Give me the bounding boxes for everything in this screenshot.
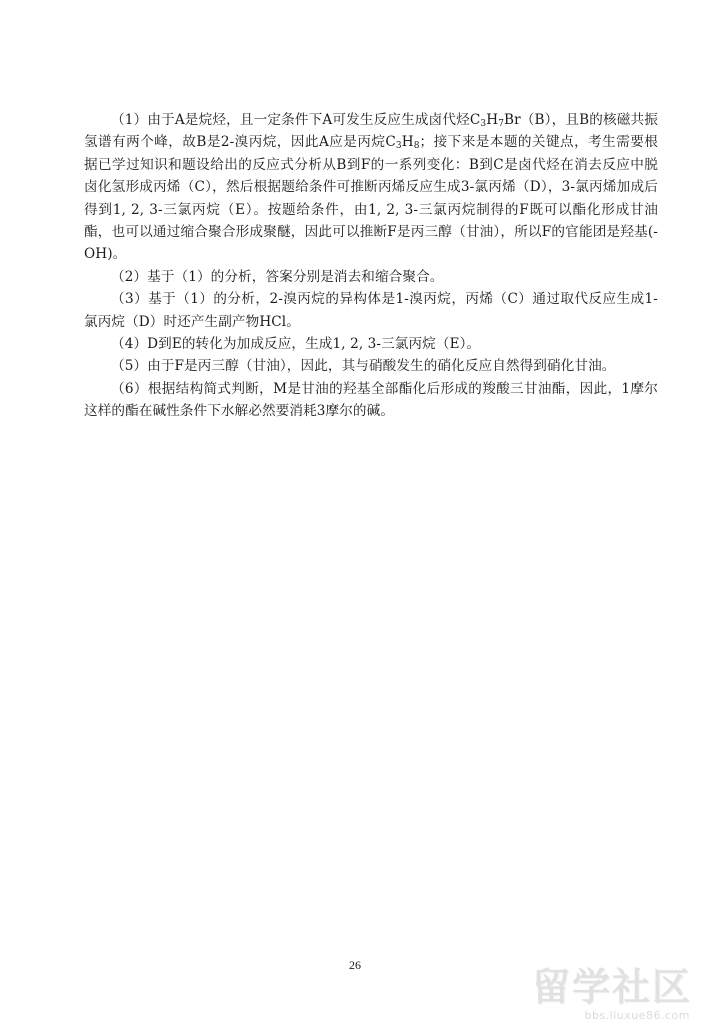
answer-paragraph bbox=[84, 378, 658, 423]
page-number: 26 bbox=[349, 958, 361, 972]
text-run: H bbox=[486, 112, 499, 128]
text-run: ；接下来是本题的关键点，考生需要根据已学过知识和题设给出的反应式分析从B到F的一系列变化：B到C是卤代烃在消去反应中脱卤化氢形成丙烯（C），然后根据题给条件可推断丙烯反应生成3-氯丙烯（D），3-氯丙烯加成后得到1, 2, 3-三氯丙烷（E）。按题给条件，由1, 2, 3-三氯丙烷制得的F既可以酯化形成甘油酯，也可以通过缩合聚合形成聚醚，因此可以推断F是丙三醇（甘油），所以F的官能团是羟基(-OH)。 bbox=[84, 134, 658, 263]
text-run: （6）根据结构简式判断，M是甘油的羟基全部酯化后形成的羧酸三甘油酯，因此，1摩尔这样的酯在碱性条件下水解必然要消耗3摩尔的碱。 bbox=[84, 380, 658, 420]
text-run: Br（B），且B的核磁共振氢谱有两个峰，故B是2-溴丙烷，因此A应是丙烷C bbox=[84, 112, 658, 151]
watermark-url: bbs.liuxue86.com bbox=[584, 1009, 690, 1022]
subscript: 8 bbox=[413, 141, 420, 152]
answer-paragraph bbox=[84, 288, 658, 333]
subscript: 3 bbox=[395, 141, 402, 152]
answer-paragraph bbox=[84, 266, 658, 288]
text-run: （4）D到E的转化为加成反应，生成1, 2, 3-三氯丙烷（E）。 bbox=[111, 336, 481, 353]
answer-paragraph bbox=[84, 109, 658, 266]
answer-paragraph bbox=[84, 333, 658, 355]
document-body bbox=[84, 109, 658, 423]
text-run: （3）基于（1）的分析，2-溴丙烷的异构体是1-溴丙烷，丙烯（C）通过取代反应生成1-氯丙烷（D）时还产生副产物HCl。 bbox=[84, 291, 658, 330]
text-run: （1）由于A是烷烃，且一定条件下A可发生反应生成卤代烃C bbox=[111, 112, 481, 128]
answer-paragraph bbox=[84, 355, 658, 377]
watermark-logo: 留学社区 bbox=[531, 965, 692, 1009]
text-run: H bbox=[401, 134, 414, 151]
subscript: 7 bbox=[498, 119, 505, 129]
site-watermark bbox=[526, 956, 696, 1022]
subscript: 3 bbox=[480, 119, 487, 129]
text-run: （2）基于（1）的分析，答案分别是消去和缩合聚合。 bbox=[111, 268, 444, 285]
text-run: （5）由于F是丙三醇（甘油），因此，其与硝酸发生的硝化反应自然得到硝化甘油。 bbox=[111, 358, 616, 375]
